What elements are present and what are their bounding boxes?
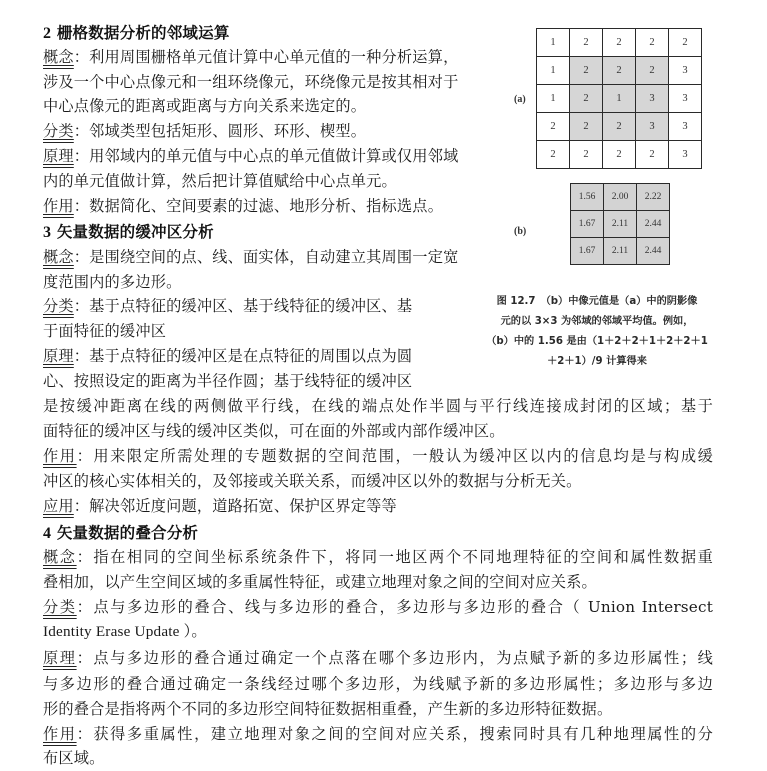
figure-label-b: (b): [514, 226, 527, 237]
s2-principle: [43, 146, 458, 166]
grid-a-cell: 2: [570, 85, 603, 113]
text-line: ：用来限定所需处理的专题数据的空间范围，一般认为缓冲区以内的信息均是与构成缓: [76, 447, 713, 465]
term-label: 原理: [43, 649, 77, 667]
grid-a-cell: 2: [570, 29, 603, 57]
grid-b-cell: 1.67: [571, 238, 604, 265]
text-line: ：点与多边形的叠合、线与多边形的叠合，多边形与多边形的叠合（ Union Intersect: [76, 598, 713, 616]
grid-row: [537, 57, 702, 85]
figure-grid-b: [570, 183, 670, 265]
s2-concept: [43, 47, 458, 67]
grid-a-cell: 2: [636, 29, 669, 57]
term-label: 作用: [43, 725, 77, 743]
grid-a-cell: 3: [636, 85, 669, 113]
text-line: ：解决邻近度问题，道路拓宽、保护区界定等等: [73, 497, 397, 515]
grid-a-cell: 2: [570, 141, 603, 169]
s2-use: [43, 196, 443, 216]
s3-principle: [43, 346, 412, 366]
grid-a-cell: 2: [537, 113, 570, 141]
grid-b-cell: 2.44: [637, 238, 670, 265]
text-line: 形的叠合是指将两个不同的多边形空间特征数据相重叠，产生新的多边形特征数据。: [43, 700, 613, 718]
grid-a-cell: 2: [603, 57, 636, 85]
grid-a-cell: 3: [636, 113, 669, 141]
term-label: 分类: [43, 297, 74, 315]
caption-line: （b）中的 1.56 是由（1＋2＋2＋1＋2＋2＋1: [486, 336, 708, 347]
text-line: ：获得多重属性，建立地理对象之间的空间对应关系，搜索同时具有几种地理属性的分: [76, 725, 713, 743]
term-label: 概念: [43, 48, 74, 66]
term-label: 分类: [43, 122, 74, 140]
grid-a-cell: 2: [636, 141, 669, 169]
grid-row: [571, 211, 670, 238]
term-label: 作用: [43, 197, 74, 215]
grid-a-cell: 2: [669, 29, 702, 57]
caption-line: ＋2＋1）/9 计算得来: [547, 356, 647, 367]
grid-b-cell: 2.11: [604, 238, 637, 265]
s3-use: [43, 446, 713, 466]
text-line: ：基于点特征的缓冲区、基于线特征的缓冲区、基: [73, 297, 413, 315]
grid-a-cell: 1: [537, 29, 570, 57]
text-line: 涉及一个中心点像元和一组环绕像元，环绕像元是按其相对于: [43, 73, 459, 91]
text-line: 叠相加，以产生空间区域的多重属性特征，或建立地理对象之间的空间对应关系。: [43, 573, 597, 591]
text-line: 与多边形的叠合通过确定一条线经过哪个多边形，为线赋予新的多边形属性；多边形与多边: [43, 675, 713, 693]
section-2-heading: [43, 23, 230, 44]
text-line: ：是围绕空间的点、线、面实体，自动建立其周围一定宽: [73, 248, 459, 266]
grid-a-cell: 2: [603, 113, 636, 141]
text-line: ：数据简化、空间要素的过滤、地形分析、指标选点。: [73, 197, 444, 215]
grid-a-cell: 2: [603, 29, 636, 57]
text-line: 冲区的核心实体相关的，及邻接或关联关系，而缓冲区以外的数据与分析无关。: [43, 472, 582, 490]
text-line: Identity Erase Update ）。: [43, 623, 207, 640]
grid-a-cell: 1: [537, 85, 570, 113]
s4-principle: [43, 648, 713, 668]
s4-use: [43, 724, 713, 744]
text-line: 于面特征的缓冲区: [43, 322, 167, 340]
grid-a-cell: 2: [537, 141, 570, 169]
grid-a-cell: 2: [570, 113, 603, 141]
section-title: 矢量数据的缓冲区分析: [56, 222, 214, 241]
grid-a-cell: 3: [669, 57, 702, 85]
figure-caption: [462, 292, 732, 372]
grid-a-cell: 3: [669, 85, 702, 113]
s3-concept: [43, 247, 458, 267]
grid-row: [571, 238, 670, 265]
section-number: 4: [43, 525, 52, 542]
term-label: 分类: [43, 598, 77, 616]
grid-a-cell: 3: [669, 141, 702, 169]
grid-b-cell: 2.11: [604, 211, 637, 238]
caption-line: 元的以 3×3 为邻域的邻域平均值。例如，: [500, 316, 694, 327]
grid-b-cell: 2.22: [637, 184, 670, 211]
term-label: 概念: [43, 548, 77, 566]
s4-type: [43, 597, 713, 617]
text-line: 是按缓冲距离在线的两侧做平行线，在线的端点处作半圆与平行线连接成封闭的区域；基于: [43, 397, 713, 415]
grid-a-cell: 2: [603, 141, 636, 169]
text-line: ：点与多边形的叠合通过确定一个点落在哪个多边形内，为点赋予新的多边形属性；线: [76, 649, 713, 667]
grid-a-cell: 2: [570, 57, 603, 85]
s3-application: [43, 496, 397, 516]
text-line: 内的单元值做计算，然后把计算值赋给中心点单元。: [43, 172, 397, 190]
text-line: ：用邻域内的单元值与中心点的单元值做计算或仅用邻域: [73, 147, 459, 165]
term-label: 原理: [43, 147, 74, 165]
section-4-heading: [43, 523, 198, 544]
figure-grid-a: [536, 28, 702, 169]
grid-a-cell: 2: [636, 57, 669, 85]
section-3-heading: [43, 222, 214, 243]
grid-a-cell: 3: [669, 113, 702, 141]
s4-concept: [43, 547, 713, 567]
caption-line: 图 12.7 （b）中像元值是（a）中的阴影像: [496, 296, 698, 307]
section-number: 2: [43, 25, 52, 42]
s2-type: [43, 121, 366, 141]
grid-b-cell: 1.67: [571, 211, 604, 238]
section-title: 矢量数据的叠合分析: [56, 523, 199, 542]
grid-row: [537, 85, 702, 113]
term-label: 概念: [43, 248, 74, 266]
term-label: 原理: [43, 347, 74, 365]
grid-b-cell: 2.00: [604, 184, 637, 211]
text-line: ：邻域类型包括矩形、圆形、环形、楔型。: [73, 122, 367, 140]
term-label: 作用: [43, 447, 77, 465]
text-line: ：利用周围栅格单元值计算中心单元值的一种分析运算，: [73, 48, 459, 66]
text-line: 面特征的缓冲区与线的缓冲区类似，可在面的外部或内部作缓冲区。: [43, 422, 505, 440]
section-title: 栅格数据分析的邻域运算: [56, 23, 230, 42]
grid-row: [537, 29, 702, 57]
text-line: 布区域。: [43, 749, 105, 767]
figure-label-a: (a): [514, 94, 526, 105]
term-label: 应用: [43, 497, 74, 515]
text-line: ：指在相同的空间坐标系统条件下，将同一地区两个不同地理特征的空间和属性数据重: [76, 548, 713, 566]
grid-row: [571, 184, 670, 211]
section-number: 3: [43, 224, 52, 241]
s3-type: [43, 296, 412, 316]
text-line: 中心点像元的距离或距离与方向关系来选定的。: [43, 97, 367, 115]
text-line: ：基于点特征的缓冲区是在点特征的周围以点为圆: [73, 347, 413, 365]
grid-a-cell: 1: [603, 85, 636, 113]
grid-row: [537, 113, 702, 141]
grid-b-cell: 1.56: [571, 184, 604, 211]
grid-a-cell: 1: [537, 57, 570, 85]
grid-row: [537, 141, 702, 169]
grid-b-cell: 2.44: [637, 211, 670, 238]
text-line: 度范围内的多边形。: [43, 273, 182, 291]
text-line: 心、按照设定的距离为半径作圆；基于线特征的缓冲区: [43, 372, 413, 390]
